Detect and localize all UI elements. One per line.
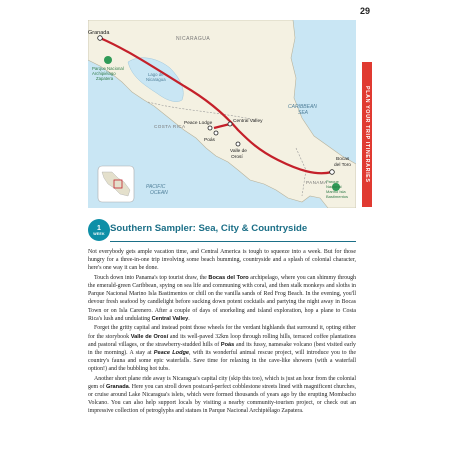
highlight-granada: Granada (106, 384, 129, 390)
week-badge-label: WEEK (93, 231, 105, 236)
stop-bocas (330, 170, 335, 175)
highlight-peace-lodge: Peace Lodge (153, 349, 190, 356)
label-bocas: Bocas del Toro (334, 157, 351, 168)
page-number: 29 (359, 6, 370, 16)
label-lago: Lago de Nicaragua (146, 72, 166, 82)
label-nicaragua: NICARAGUA (176, 36, 211, 42)
title-divider (110, 241, 356, 242)
itinerary-body (88, 248, 356, 416)
week-badge-number: 1 (97, 224, 101, 232)
paragraph-highlands: Forget the gritty capital and instead point those wheels for the verdant highlands that surround it, opting either for the storybook Valle de Orosí and its well-paved 32km loop through rolling hills, terraced coffee plantations and pastoral villages, or the strawberry-studded hills of Poás and its fussy, namesake volcano (best visited early in the morning). A stay at Peace Lodge, with its wonderful animal rescue project, will introduce you to the country's fauna and some epic waterfalls. Save time for relaxing in the cave-like showers (with a waterfall option!) and the bubbling hot tubs. (88, 325, 357, 373)
stop-peace-lodge (208, 126, 212, 130)
stop-poas (214, 131, 218, 135)
park-zapatera (104, 56, 112, 64)
route-map (88, 20, 356, 208)
stop-granada (98, 36, 103, 41)
label-central-valley: Central Valley (233, 119, 263, 124)
stop-central-valley (228, 122, 232, 126)
label-costa-rica: COSTA RICA (154, 124, 186, 129)
route-heading (88, 219, 356, 241)
label-bastimentos: Parque Nacional Marino Isla Bastimentos (326, 179, 349, 199)
paragraph-intro: Not everybody gets ample vacation time, and Central America is tough to squeeze into a week. But for those hungry for a three-in-one trip involving some beach bumming, countryside and a splash of colonial character, here's one way it can be done. (88, 249, 356, 272)
itinerary-title: Southern Sampler: Sea, City & Countryside (110, 223, 308, 234)
label-valle: Valle de Orosí (230, 149, 247, 160)
label-poas: Poás (204, 138, 215, 143)
paragraph-bocas: Touch down into Panama's top tourist draw, the Bocas del Toro archipelago, where you can shimmy through the emerald-green Caribbean, spying on sea life and communing with coral, and then stalk monkeys and sloths in Parque Nacional Marino Isla Bastimentos or chill on the vanilla sands of Red Frog Beach. In the evening, you'll devour fresh seafood by candlelight before sucking down potent cocktails and partying the night away in Bocas Town or on Isla Carenero. After a couple of days of snorkeling and island exploration, hop a plane to Costa Rica's lush and undulating Central Valley. (88, 274, 356, 322)
week-badge (88, 219, 110, 241)
label-panama: PANAMA (306, 180, 328, 185)
label-pacific: PACIFIC OCEAN (146, 184, 168, 196)
highlight-bocas-del-toro: Bocas del Toro (208, 274, 249, 281)
chapter-side-tab: PLAN YOUR TRIP ITINERARIES (362, 62, 372, 207)
label-zapatera: Parque Nacional Archipiélago Zapatera (92, 66, 124, 81)
inset-locator-map (98, 166, 134, 202)
paragraph-granada: Another short plane ride away is Nicaragua's capital city (skip this too), which is just an hour from the colonial gem of Granada. Here you can stroll down postcard-perfect cobblestone streets lined with magnificent churches, or cruise around Lake Nicaragua's islets, which were formed thousands of years ago by the erupting Mombacho Volcano. You can also help support locals by visiting a nearby community-tourism project, or check out an impressive collection of petroglyphs and statues in Parque Nacional Archipiélago Zapatera. (88, 375, 356, 415)
label-caribbean: CARIBBEAN SEA (288, 104, 317, 116)
highlight-central-valley: Central Valley (151, 315, 189, 322)
highlight-poas: Poás (220, 341, 235, 348)
stop-valle (236, 142, 240, 146)
label-granada: Granada (88, 30, 110, 36)
highlight-valle-de-orosi: Valle de Orosí (130, 333, 169, 340)
label-peace-lodge: Peace Lodge (184, 121, 213, 126)
